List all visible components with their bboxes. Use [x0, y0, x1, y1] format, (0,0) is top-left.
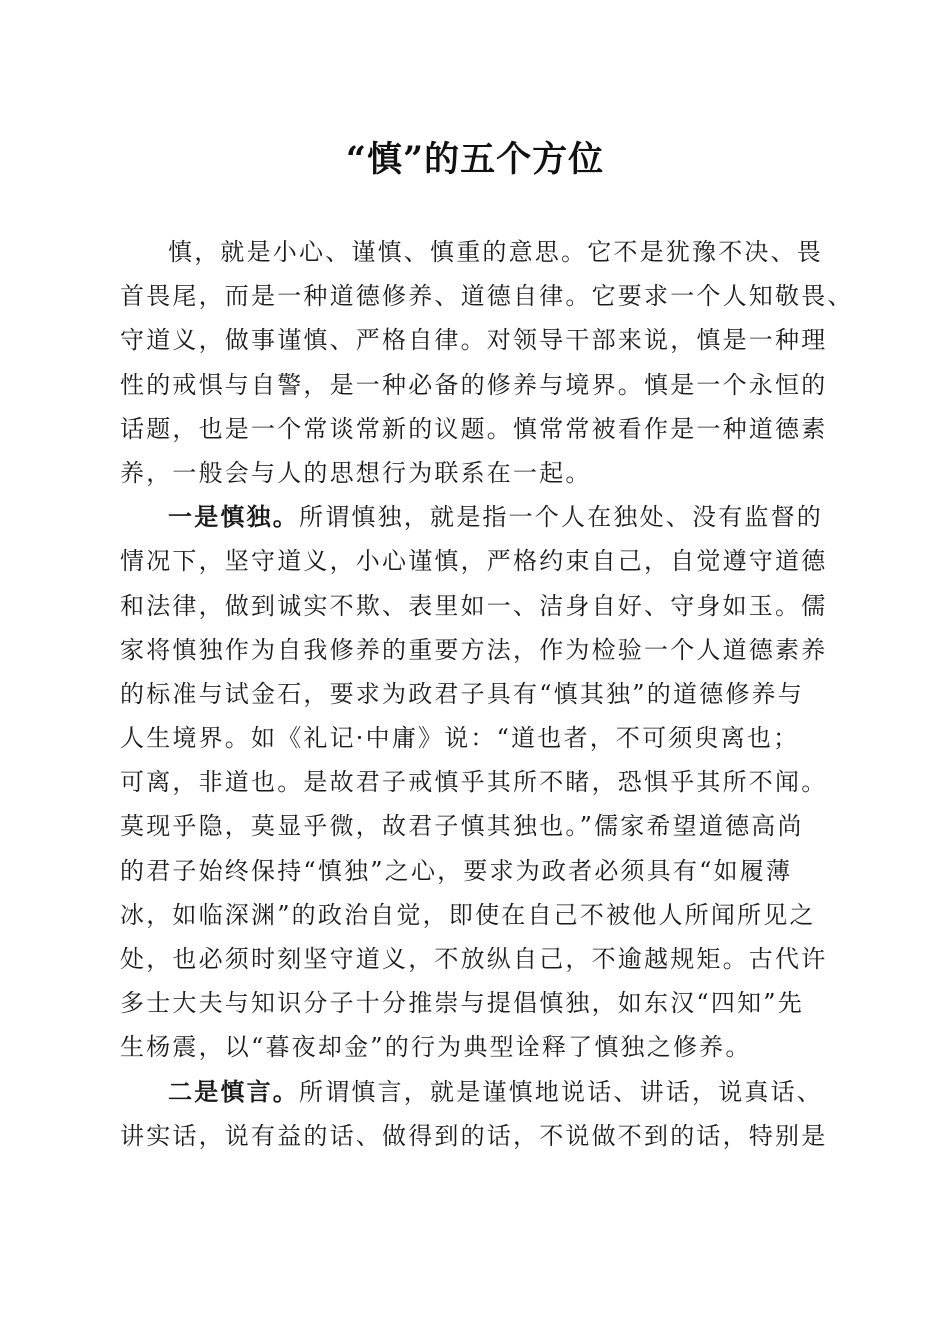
text-line: 慎，就是小心、谨慎、慎重的意思。它不是犹豫不决、畏: [168, 238, 823, 266]
text-run: 所谓慎言，就是谨慎地说话、讲话，说真话、: [299, 1077, 823, 1106]
page-title: “慎”的五个方位: [345, 139, 605, 180]
text-run: 所谓慎独，就是指一个人在独处、没有监督的: [299, 503, 823, 532]
text-line: 处，也必须时刻坚守道义，不放纵自己，不逾越规矩。古代许: [120, 945, 828, 973]
paragraph-intro: [120, 230, 854, 495]
text-line: 养，一般会与人的思想行为联系在一起。: [120, 458, 592, 487]
text-line: 话题，也是一个常谈常新的议题。慎常常被看作是一种道德素: [120, 414, 828, 443]
text-line: [120, 495, 826, 539]
text-line: 情况下，坚守道义，小心谨慎，严格约束自己，自觉遵守道德: [120, 547, 828, 576]
text-line: 守道义，做事谨慎、严格自律。对领导干部来说，慎是一种理: [120, 326, 828, 355]
paragraph-shen-yan: [120, 1070, 826, 1158]
text-line: 可离，非道也。是故君子戒慎乎其所不睹，恐惧乎其所不闻。: [120, 768, 828, 797]
text-line: [120, 1070, 826, 1114]
section-lead: 一是慎独。: [168, 502, 299, 532]
section-lead: 二是慎言。: [168, 1076, 299, 1106]
document-body: [120, 230, 854, 1158]
text-line: 首畏尾，而是一种道德修养、道德自律。它要求一个人知敬畏、: [120, 282, 854, 311]
text-line: 讲实话，说有益的话、做得到的话，不说做不到的话，特别是: [120, 1121, 828, 1150]
text-line: 莫现乎隐，莫显乎微，故君子慎其独也。”儒家希望道德高尚: [120, 812, 804, 841]
text-line: 性的戒惧与自警，是一种必备的修养与境界。慎是一个永恒的: [120, 370, 828, 399]
text-line: 人生境界。如《礼记·中庸》说：“道也者，不可须臾离也；: [120, 724, 800, 753]
text-line: 多士大夫与知识分子十分推崇与提倡慎独，如东汉“四知”先: [120, 989, 804, 1018]
text-line: 和法律，做到诚实不欺、表里如一、洁身自好、守身如玉。儒: [120, 591, 828, 620]
text-line: 家将慎独作为自我修养的重要方法，作为检验一个人道德素养: [120, 635, 828, 664]
paragraph-shen-du: [120, 495, 826, 1069]
text-line: 的标准与试金石，要求为政君子具有“慎其独”的道德修养与: [120, 679, 804, 708]
text-line: 冰，如临深渊”的政治自觉，即使在自己不被他人所闻所见之: [120, 900, 816, 929]
text-line: 生杨震，以“暮夜却金”的行为典型诠释了慎独之修养。: [120, 1033, 752, 1062]
text-line: 的君子始终保持“慎独”之心，要求为政者必须具有“如履薄: [120, 856, 793, 885]
